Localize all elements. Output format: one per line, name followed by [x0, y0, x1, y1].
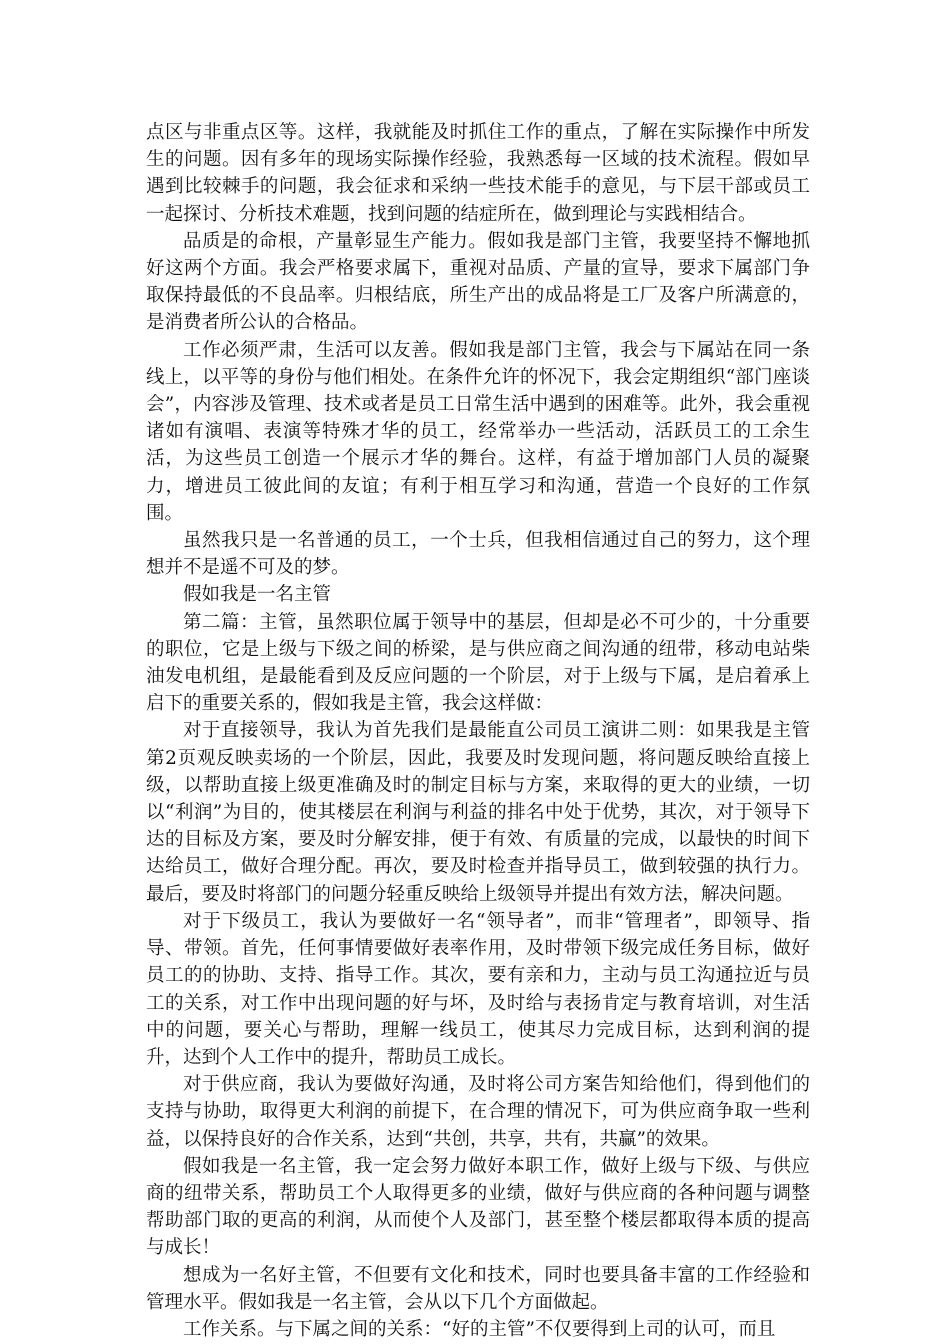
paragraph-2: 品质是的命根，产量彰显生产能力。假如我是部门主管，我要坚持不懈地抓好这两个方面。我会严格要求属下，重视对品质、产量的宣导，要求下属部门争取保持最低的不良品率。归根结底，所生产出的成品将是工厂及客户所满意的，是消费者所公认的合格品。 [146, 230, 810, 334]
paragraph-1: 点区与非重点区等。这样，我就能及时抓住工作的重点，了解在实际操作中所发生的问题。因有多年的现场实际操作经验，我熟悉每一区域的技术流程。假如早遇到比较棘手的问题，我会征求和采纳一些技术能手的意见，与下层干部或员工一起探讨、分析技术难题，找到问题的结症所在，做到理论与实践相结合。 [146, 122, 810, 225]
paragraph-7: 对于直接领导，我认为首先我们是最能直公司员工演讲二则：如果我是主管第2页观反映卖场的一个阶层，因此，我要及时发现问题，将问题反映给直接上级，以帮助直接上级更准确及时的制定目标与方案，来取得的更大的业绩，一切以“利润”为目的，使其楼层在利润与利益的排名中处于优势，其次，对于领导下达的目标及方案，要及时分解安排，便于有效、有质量的完成，以最快的时间下达给员工，做好合理分配。再次，要及时检查并指导员工，做到较强的执行力。最后，要及时将部门的问题分轻重反映给上级领导并提出有效方法，解决问题。 [146, 720, 810, 905]
section-heading: 假如我是一名主管 [183, 584, 332, 606]
paragraph-11: 想成为一名好主管，不但要有文化和技术，同时也要具备丰富的工作经验和管理水平。假如我是一名主管，会从以下几个方面做起。 [146, 1264, 810, 1313]
paragraph-4: 虽然我只是一名普通的员工，一个士兵，但我相信通过自己的努力，这个理想并不是遥不可及的梦。 [146, 530, 810, 579]
paragraph-8: 对于下级员工，我认为要做好一名“领导者”，而非“管理者”，即领导、指导、带领。首先，任何事情要做好表率作用，及时带领下级完成任务目标，做好员工的的协助、支持、指导工作。其次，要有亲和力，主动与员工沟通拉近与员工的关系，对工作中出现问题的好与坏，及时给与表扬肯定与教育培训，对生活中的问题，要关心与帮助，理解一线员工，使其尽力完成目标，达到利润的提升，达到个人工作中的提升，帮助员工成长。 [146, 910, 810, 1068]
paragraph-3: 工作必须严肃，生活可以友善。假如我是部门主管，我会与下属站在同一条线上，以平等的身份与他们相处。在条件允许的怀况下，我会定期组织“部门座谈会”，内容涉及管理、技术或者是员工日常生活中遇到的困难等。此外，我会重视诸如有演唱、表演等特殊才华的员工，经常举办一些活动，活跃员工的工余生活，为这些员工创造一个展示才华的舞台。这样，有益于增加部门人员的凝聚力，增进员工彼此间的友谊；有利于相互学习和沟通，营造一个良好的工作氛围。 [146, 339, 810, 524]
paragraph-12: 工作关系。与下属之间的关系：“好的主管”不仅要得到上司的认可，而且 [183, 1318, 776, 1340]
paragraph-10: 假如我是一名主管，我一定会努力做好本职工作，做好上级与下级、与供应商的纽带关系，帮助员工个人取得更多的业绩，做好与供应商的各种问题与调整帮助部门取的更高的利润，从而使个人及部门，甚至整个楼层都取得本质的提高与成长！ [146, 1155, 810, 1259]
document-body [146, 119, 810, 1343]
paragraph-6: 第二篇：主管，虽然职位属于领导中的基层，但却是必不可少的，十分重要的职位，它是上级与下级之间的桥梁，是与供应商之间沟通的纽带，移动电站柴油发电机组，是最能看到及反应问题的一个阶层，对于上级与下属，是启着承上启下的重要关系的，假如我是主管，我会这样做： [146, 611, 810, 715]
paragraph-9: 对于供应商，我认为要做好沟通，及时将公司方案告知给他们，得到他们的支持与协助，取得更大利润的前提下，在合理的情况下，可为供应商争取一些利益，以保持良好的合作关系，达到“共创，共享，共有，共赢”的效果。 [146, 1074, 810, 1150]
